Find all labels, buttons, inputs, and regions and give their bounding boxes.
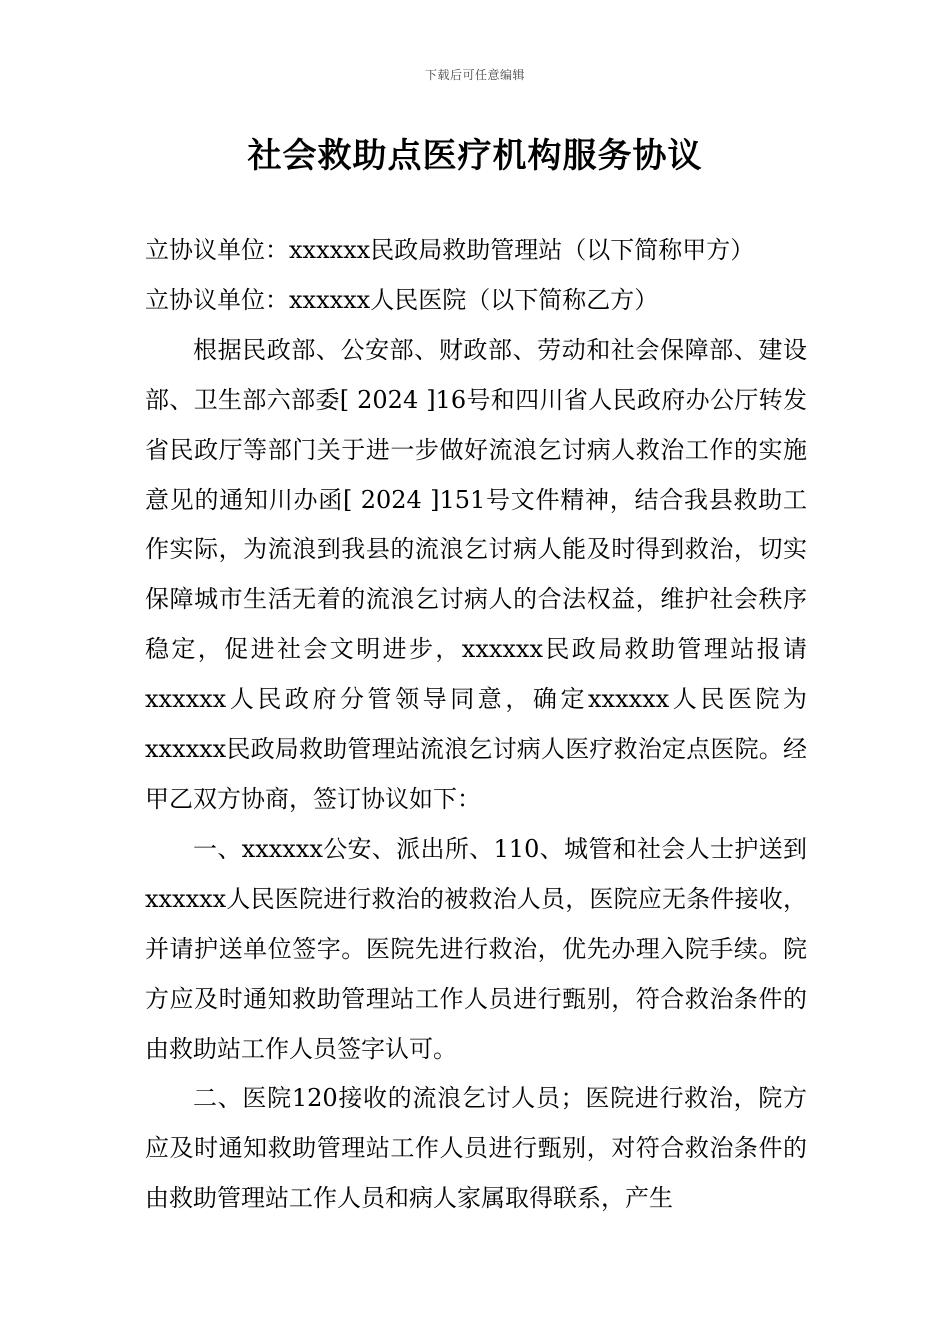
party-b-line: 立协议单位：xxxxxx人民医院（以下简称乙方） [145, 285, 659, 314]
document-title: 社会救助点医疗机构服务协议 [247, 136, 703, 176]
clause-2-paragraph: 二、医院120接收的流浪乞讨人员；医院进行救治，院方应及时通知救助管理站工作人员进行甄别，对符合救治条件的由救助管理站工作人员和病人家属取得联系，产生 [145, 1084, 807, 1213]
header-note: 下载后可任意编辑 [424, 68, 525, 82]
party-a-line: 立协议单位：xxxxxx民政局救助管理站（以下简称甲方） [145, 236, 755, 264]
clause-1-paragraph: 一、xxxxxx公安、派出所、110、城管和社会人士护送到xxxxxx人民医院进行救治的被救治人员，医院应无条件接收，并请护送单位签字。医院先进行救治，优先办理入院手续。院方应及时通知救助管理站工作人员进行甄别，符合救治条件的由救助站工作人员签字认可。 [145, 834, 807, 1063]
document-body [145, 226, 807, 1224]
preamble-paragraph: 根据民政部、公安部、财政部、劳动和社会保障部、建设部、卫生部六部委[ 2024 ]16号和四川省人民政府办公厅转发省民政厅等部门关于进一步做好流浪乞讨病人救治工作的实施意见的通知川办函[ 2024 ]151号文件精神，结合我县救助工作实际，为流浪到我县的流浪乞讨病人能及时得到救治，切实保障城市生活无着的流浪乞讨病人的合法权益，维护社会秩序稳定，促进社会文明进步，xxxxxx民政局救助管理站报请xxxxxx人民政府分管领导同意，确定xxxxxx人民医院为xxxxxx民政局救助管理站流浪乞讨病人医疗救治定点医院。经甲乙双方协商，签订协议如下： [145, 335, 807, 813]
